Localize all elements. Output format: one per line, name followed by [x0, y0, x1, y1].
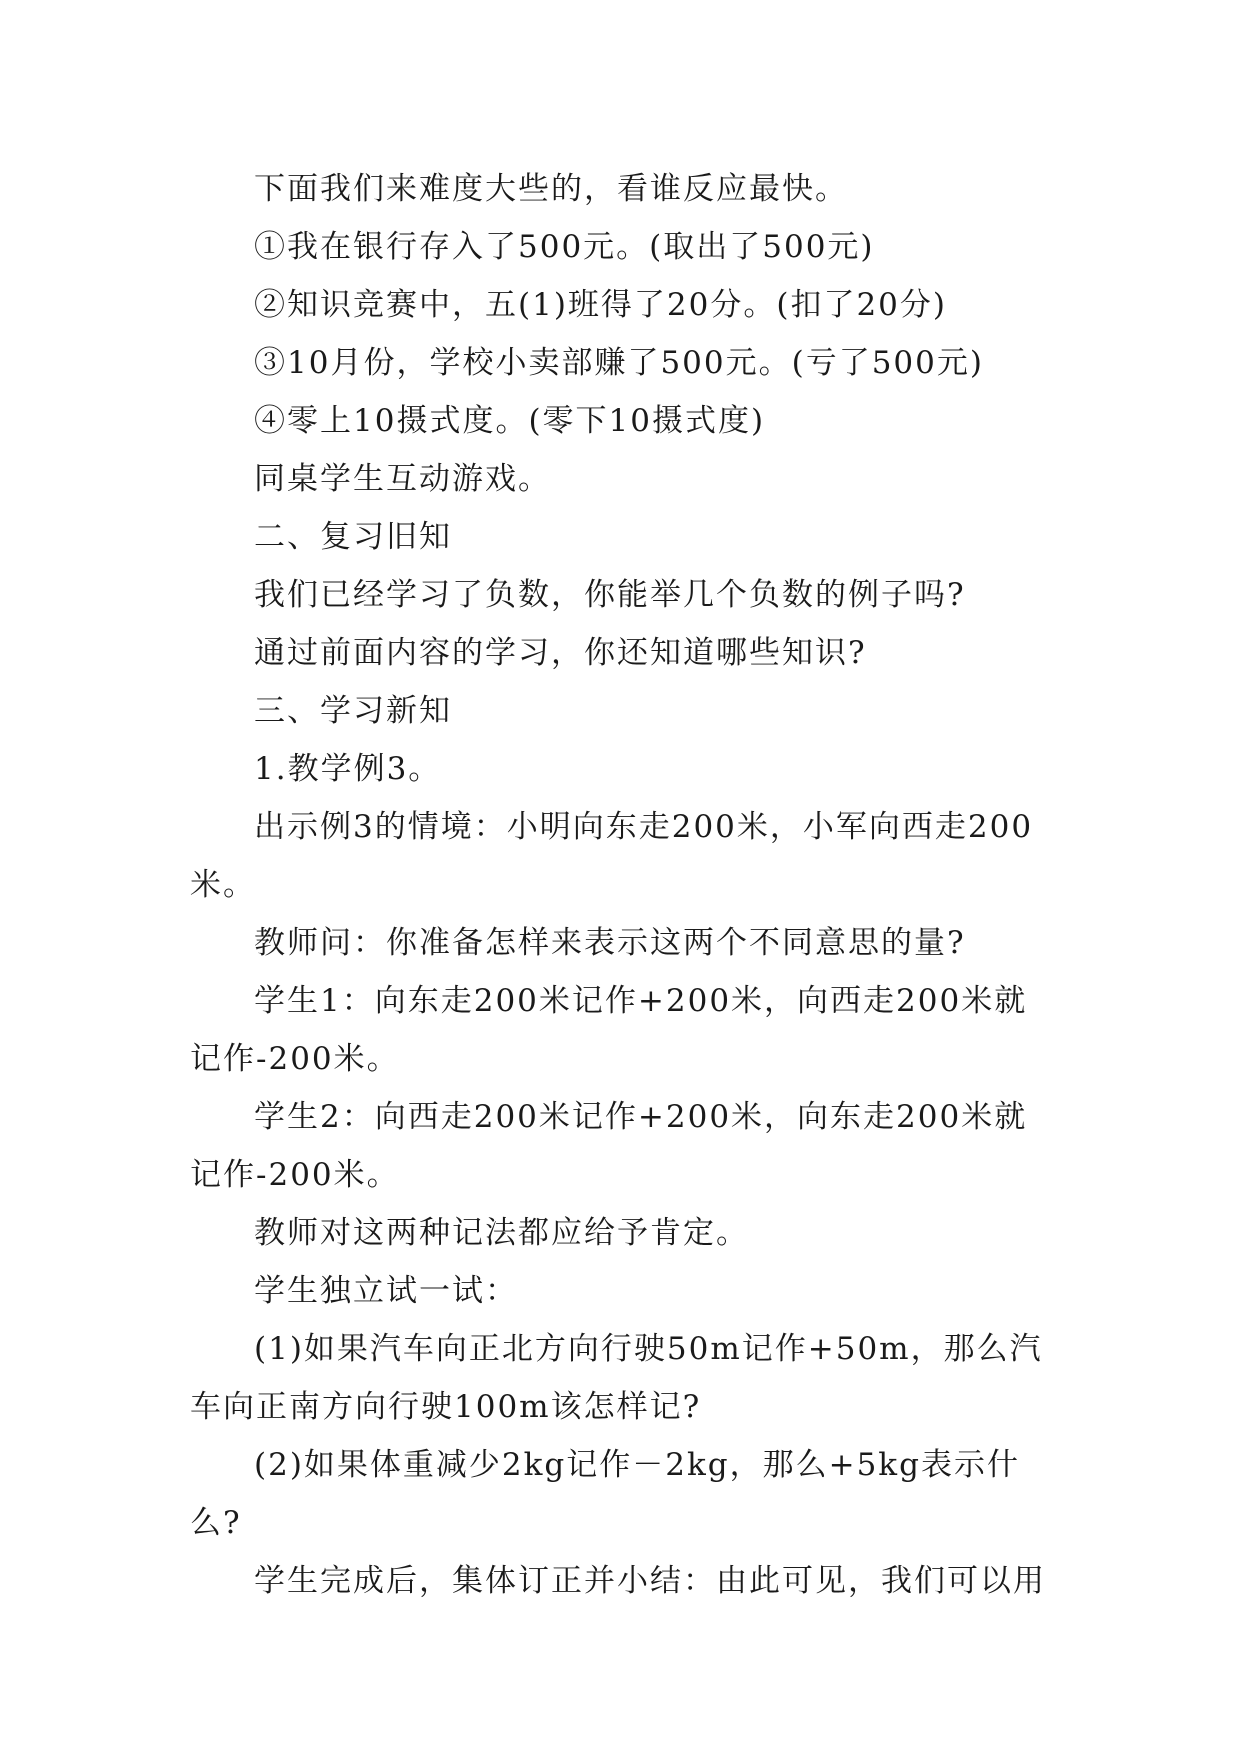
- paragraph-example-1: ①我在银行存入了500元。(取出了500元): [254, 229, 875, 265]
- paragraph-game: 同桌学生互动游戏。: [254, 461, 551, 497]
- paragraph-summary: 学生完成后，集体订正并小结：由此可见，我们可以用: [254, 1563, 1046, 1599]
- paragraph-try-it: 学生独立试一试：: [254, 1273, 518, 1309]
- paragraph-example-4: ④零上10摄式度。(零下10摄式度): [254, 403, 766, 439]
- document-body: [190, 160, 1050, 1610]
- section-heading-new-knowledge: 三、学习新知: [254, 693, 452, 729]
- paragraph-exercise-1: (1)如果汽车向正北方向行驶50m记作+50m，那么汽车向正南方向行驶100m该怎样记?: [190, 1331, 1043, 1425]
- paragraph-intro: 下面我们来难度大些的，看谁反应最快。: [254, 171, 848, 207]
- paragraph-scenario: 出示例3的情境：小明向东走200米，小军向西走200米。: [190, 809, 1034, 903]
- paragraph-teacher-affirm: 教师对这两种记法都应给予肯定。: [254, 1215, 749, 1251]
- paragraph-example-2: ②知识竞赛中，五(1)班得了20分。(扣了20分): [254, 287, 947, 323]
- paragraph-example-3: ③10月份，学校小卖部赚了500元。(亏了500元): [254, 345, 984, 381]
- paragraph-question-1: 我们已经学习了负数，你能举几个负数的例子吗?: [254, 577, 966, 613]
- paragraph-student-2: 学生2：向西走200米记作+200米，向东走200米就记作-200米。: [190, 1099, 1028, 1193]
- section-heading-review: 二、复习旧知: [254, 519, 452, 555]
- paragraph-teacher-question: 教师问：你准备怎样来表示这两个不同意思的量?: [254, 925, 966, 961]
- paragraph-example-3-title: 1.教学例3。: [254, 751, 442, 787]
- paragraph-question-2: 通过前面内容的学习，你还知道哪些知识?: [254, 635, 867, 671]
- paragraph-exercise-2: (2)如果体重减少2kg记作－2kg，那么+5kg表示什么?: [190, 1447, 1020, 1541]
- paragraph-student-1: 学生1：向东走200米记作+200米，向西走200米就记作-200米。: [190, 983, 1028, 1077]
